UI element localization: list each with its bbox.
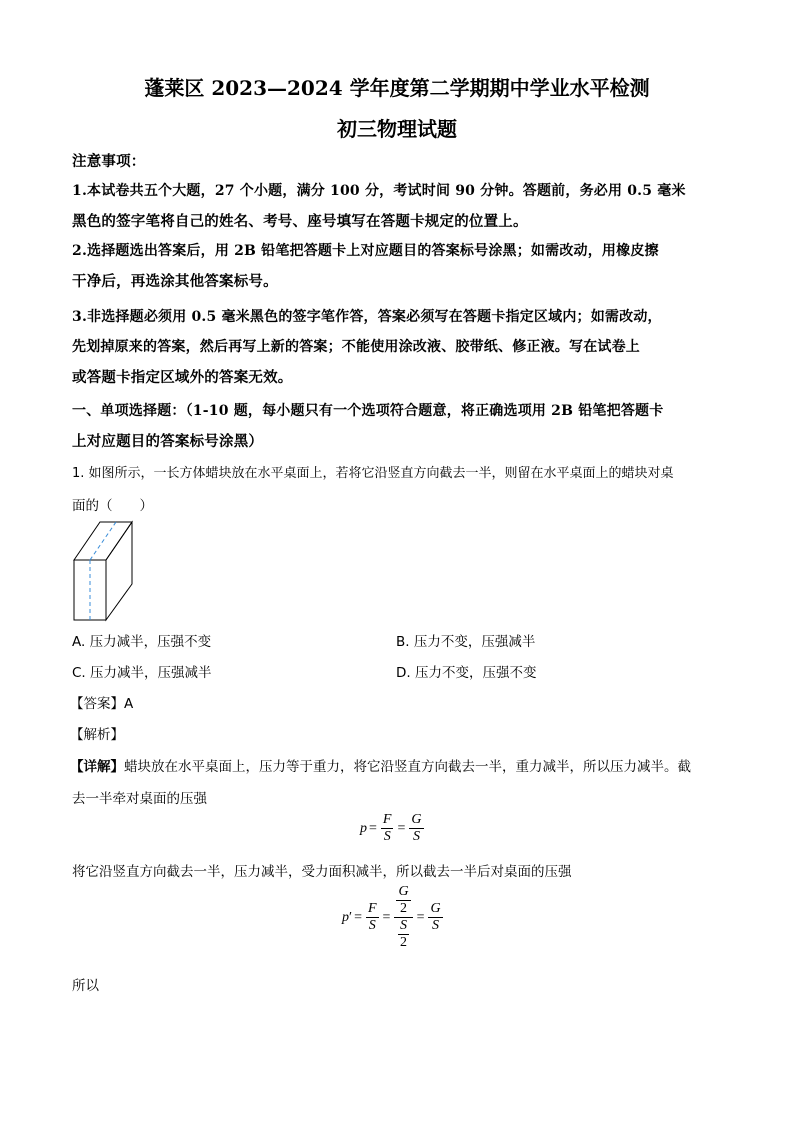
- formula-equals: =: [369, 820, 377, 836]
- formula-equals: =: [397, 820, 406, 836]
- notice-line: 或答题卡指定区域外的答案无效。: [72, 369, 293, 386]
- fraction: $\frac{G}{S}$: [411, 812, 422, 844]
- formula-symbol: p: [342, 909, 349, 925]
- answer-label: 【答案】: [70, 696, 124, 712]
- wax-block-figure: [72, 518, 136, 624]
- question-stem: 面的（ ）: [72, 498, 153, 514]
- exam-title: 蓬莱区 2023—2024 学年度第二学期期中学业水平检测: [144, 76, 650, 100]
- option-b: B. 压力不变，压强减半: [396, 634, 536, 650]
- detail-line: 所以: [72, 978, 99, 994]
- detail-line: [70, 755, 691, 775]
- fraction: $\frac{F}{S}$: [382, 812, 392, 844]
- notice-line: 3.非选择题必须用 0.5 毫米黑色的签字笔作答，答案必须写在答题卡指定区域内；如需改动，: [72, 309, 662, 325]
- notice-line: 2.选择题选出答案后，用 2B 铅笔把答题卡上对应题目的答案标号涂黑；如需改动，用橡皮擦: [72, 243, 659, 259]
- pressure-formula: [360, 812, 426, 845]
- notice-line: 干净后，再选涂其他答案标号。: [72, 273, 278, 290]
- detail-line: 将它沿竖直方向截去一半，压力减半，受力面积减半，所以截去一半后对桌面的压强: [72, 864, 572, 880]
- detail-line: 去一半牵对桌面的压强: [72, 791, 207, 807]
- analysis-label: 【解析】: [70, 727, 124, 743]
- question-stem: 1. 如图所示，一长方体蜡块放在水平桌面上，若将它沿竖直方向截去一半，则留在水平桌面上的蜡块对桌: [72, 466, 674, 481]
- answer: [70, 692, 133, 712]
- fraction: $\frac{F}{S}$: [367, 901, 377, 933]
- option-a: A. 压力减半，压强不变: [72, 634, 212, 650]
- pressure-after-formula: p ′ = $\frac{F}{S}$ = G 2 S 2 = $\frac{G}{S}$: [342, 884, 441, 950]
- notice-line: 黑色的签字笔将自己的姓名、考号、座号填写在答题卡规定的位置上。: [72, 213, 528, 230]
- option-d: D. 压力不变，压强不变: [396, 665, 537, 681]
- exam-subtitle: 初三物理试题: [337, 117, 457, 141]
- notice-line: 1.本试卷共五个大题，27 个小题，满分 100 分，考试时间 90 分钟。答题前，务必用 0.5 毫米: [72, 183, 686, 199]
- notice-line: 先划掉原来的答案，然后再写上新的答案；不能使用涂改液、胶带纸、修正液。写在试卷上: [72, 339, 640, 355]
- section-heading: 上对应题目的答案标号涂黑）: [72, 433, 264, 450]
- compound-fraction: G 2 S 2: [394, 884, 412, 951]
- option-c: C. 压力减半，压强减半: [72, 665, 212, 681]
- formula-symbol: p: [360, 820, 367, 836]
- detail-text: 蜡块放在水平桌面上，压力等于重力，将它沿竖直方向截去一半，重力减半，所以压力减半。截: [124, 759, 691, 775]
- fraction: $\frac{G}{S}$: [430, 901, 441, 933]
- detail-label: 【详解】: [70, 759, 124, 775]
- answer-value: A: [124, 696, 134, 712]
- section-heading: 一、单项选择题：（1-10 题，每小题只有一个选项符合题意，将正确选项用 2B 铅笔把答题卡: [72, 403, 664, 419]
- notice-heading: 注意事项：: [72, 153, 146, 170]
